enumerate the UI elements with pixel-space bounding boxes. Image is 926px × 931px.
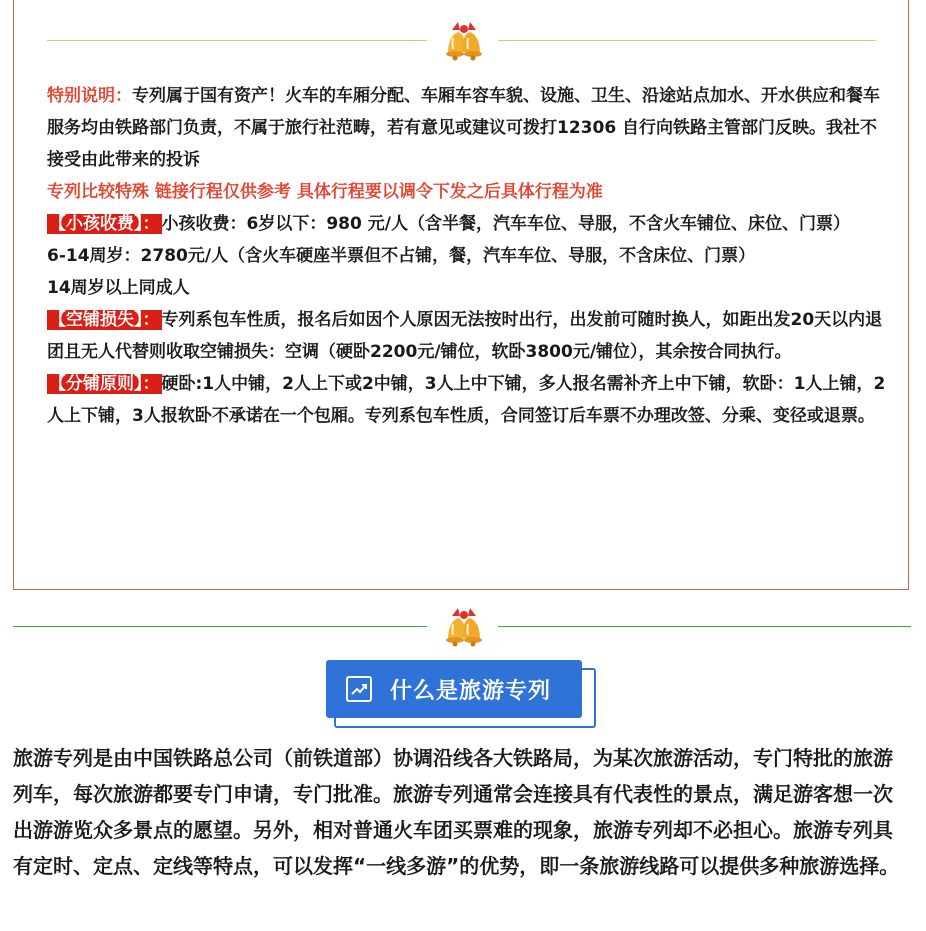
section-divider bbox=[0, 602, 926, 652]
christmas-bells-icon bbox=[438, 602, 490, 652]
trend-chart-icon bbox=[346, 676, 372, 702]
berth-rule-section bbox=[47, 368, 892, 432]
top-divider bbox=[0, 16, 926, 66]
divider-line-left bbox=[47, 40, 427, 41]
christmas-bells-icon bbox=[438, 16, 490, 66]
divider-line-right bbox=[498, 40, 876, 41]
banner-body bbox=[326, 660, 582, 718]
notice-content bbox=[47, 80, 892, 432]
child-fee-text-2: 6-14周岁：2780元/人（含火车硬座半票但不占铺，餐，汽车车位、导服，不含床位、门票） bbox=[47, 246, 756, 266]
special-label: 特别说明： bbox=[47, 86, 132, 106]
berth-rule-tag: 【分铺原则】： bbox=[49, 374, 160, 394]
special-note bbox=[47, 80, 892, 176]
berth-rule-text: 硬卧:1人中铺，2人上下或2中铺，3人上中下铺，多人报名需补齐上中下铺，软卧：1人上铺，2人上下铺，3人报软卧不承诺在一个包厢。专列系包车性质，合同签订后车票不办理改签、分乘、变径或退票。 bbox=[47, 374, 886, 426]
empty-berth-section bbox=[47, 304, 892, 368]
child-fee-text-3: 14周岁以上同成人 bbox=[47, 278, 190, 298]
child-fee-tag: 【小孩收费】： bbox=[49, 214, 160, 234]
child-fee-text-1: 小孩收费：6岁以下：980 元/人（含半餐，汽车车位、导服，不含火车铺位、床位、门票） bbox=[161, 214, 850, 234]
child-fee-section bbox=[47, 208, 892, 240]
special-red-note: 专列比较特殊 链接行程仅供参考 具体行程要以调令下发之后具体行程为准 bbox=[47, 182, 603, 202]
banner-title: 什么是旅游专列 bbox=[390, 678, 552, 704]
divider-line-right bbox=[498, 626, 911, 627]
intro-paragraph: 旅游专列是由中国铁路总公司（前铁道部）协调沿线各大铁路局，为某次旅游活动，专门特批的旅游列车，每次旅游都要专门申请，专门批准。旅游专列通常会连接具有代表性的景点，满足游客想一次出游游览众多景点的愿望。另外，相对普通火车团买票难的现象，旅游专列却不必担心。旅游专列具有定时、定点、定线等特点，可以发挥“一线多游”的优势，即一条旅游线路可以提供多种旅游选择。 bbox=[13, 746, 900, 878]
section-banner bbox=[326, 660, 596, 730]
empty-berth-text: 专列系包车性质，报名后如因个人原因无法按时出行，出发前可随时换人，如距出发20天以内退团且无人代替则收取空铺损失：空调（硬卧2200元/铺位，软卧3800元/铺位），其余按合同执行。 bbox=[47, 310, 883, 362]
divider-line-left bbox=[13, 626, 427, 627]
special-text: 专列属于国有资产！火车的车厢分配、车厢车容车貌、设施、卫生、沿途站点加水、开水供应和餐车服务均由铁路部门负责，不属于旅行社范畴，若有意见或建议可拨打12306 自行向铁路主管部门反映。我社不接受由此带来的投诉 bbox=[47, 86, 880, 170]
empty-berth-tag: 【空铺损失】： bbox=[49, 310, 160, 330]
